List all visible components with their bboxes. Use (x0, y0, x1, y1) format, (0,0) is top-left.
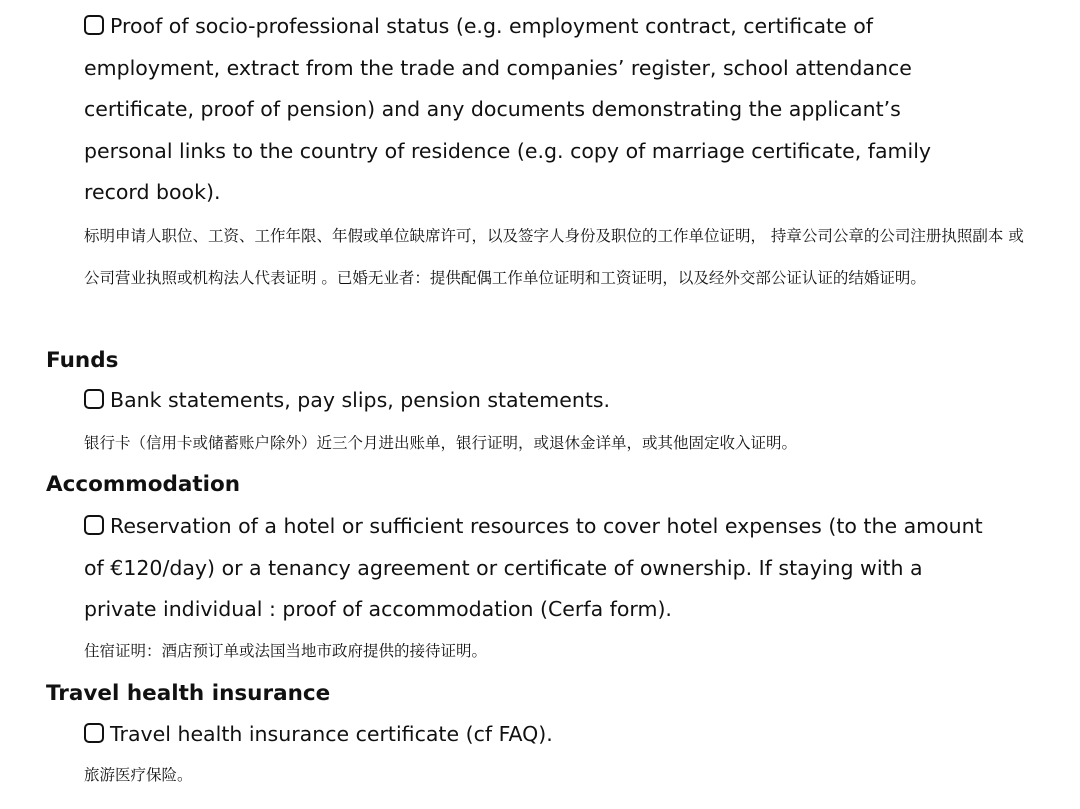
section-heading-travel-health-insurance: Travel health insurance (46, 681, 331, 706)
item-text: Reservation of a hotel or sufficient resources to cover hotel expenses (to the amount of €120/day) or a tenancy agreement or certificate of ownership. If staying with a private individual : proof of accommodation (Cerfa form). (84, 514, 983, 621)
checkbox[interactable] (84, 723, 104, 743)
chinese-translation: 旅游医疗保险。 (84, 766, 193, 784)
checklist-item-travel-health-insurance (84, 714, 984, 756)
chinese-translation: 标明申请人职位、工资、工作年限、年假或单位缺席许可，以及签字人身份及职位的工作单位证明， 持章公司公章的公司注册执照副本 或 公司营业执照或机构法人代表证明 。已婚无业者：提供配偶工作单位证明和工资证明，以及经外交部公证认证的结婚证明。 (84, 227, 1024, 287)
item-text: Proof of socio-professional status (e.g. employment contract, certificate of employment, extract from the trade and companies’ register, school attendance certificate, proof of pension) and any documents demonstrating the applicant’s personal links to the country of residence (e.g. copy of marriage certificate, family record book). (84, 14, 932, 204)
checkbox[interactable] (84, 389, 104, 409)
checkbox[interactable] (84, 15, 104, 35)
checklist-item-socio-professional (84, 6, 984, 214)
section-heading-accommodation: Accommodation (46, 472, 241, 497)
checklist-item-funds (84, 380, 984, 422)
item-text: Bank statements, pay slips, pension statements. (110, 388, 611, 412)
section-heading-funds: Funds (46, 348, 119, 373)
chinese-translation: 住宿证明：酒店预订单或法国当地市政府提供的接待证明。 (84, 642, 488, 660)
checklist-item-accommodation (84, 506, 984, 631)
item-text: Travel health insurance certificate (cf FAQ). (110, 722, 553, 746)
checkbox[interactable] (84, 515, 104, 535)
chinese-translation: 银行卡（信用卡或储蓄账户除外）近三个月进出账单，银行证明，或退休金详单，或其他固定收入证明。 (84, 434, 798, 452)
